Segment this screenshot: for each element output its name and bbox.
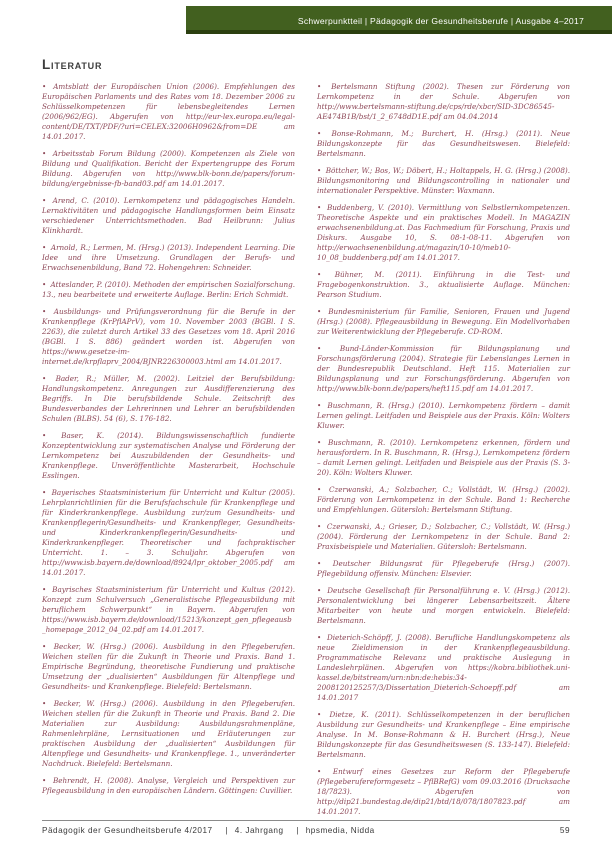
- reference-entry: [42, 307, 295, 367]
- reference-entry: [42, 642, 295, 692]
- bullet-icon: •: [42, 642, 47, 651]
- reference-entry: [317, 344, 570, 394]
- bullet-icon: •: [317, 401, 322, 410]
- bullet-icon: •: [317, 559, 322, 568]
- footer-separator: |: [225, 826, 229, 835]
- bullet-icon: •: [317, 307, 322, 316]
- bullet-icon: •: [42, 431, 47, 440]
- reference-text: Bundesministerium für Familie, Senioren, Frauen und Jugend (Hrsg.) (2008). Pflegeausbildung in Bewegung. Ein Modellvorhaben zur Weiterentwicklung der Pflegeberufe. CD-ROM.: [317, 307, 570, 336]
- reference-entry: [317, 307, 570, 337]
- bullet-icon: •: [317, 767, 322, 776]
- reference-text: Atteslander, P. (2010). Methoden der empirischen Sozialforschung. 13., neu bearbeitete und erweiterte Auflage. Berlin: Erich Schmidt.: [42, 280, 295, 299]
- reference-column-right: [317, 82, 570, 824]
- reference-entry: [317, 129, 570, 159]
- reference-text: Buddenberg, V. (2010). Vermittlung von Selbstlernkompetenzen. Theoretische Aspekte und ein praktisches Modell. In MAGAZIN erwachsenenbildung.at. Das Fachmedium für Forschung, Praxis und Diskurs. Ausgabe 10, S. 08-1-08-11. Abgerufen von http://erwachsenenbildung.at/magazin/10-10/meb10-10_08_buddenberg.pdf am 14.01.2017.: [317, 203, 570, 262]
- reference-entry: [42, 243, 295, 273]
- reference-entry: [42, 82, 295, 142]
- bullet-icon: •: [42, 243, 47, 252]
- reference-entry: [317, 438, 570, 478]
- reference-text: Dieterich-Schöpff, J. (2008). Berufliche Handlungskompetenz als neue Zieldimension in der Krankenpflegeausbildung. Programmatische Relevanz und praktische Auslegung in Landeslehrplänen. Abgerufen von https://kobra.bibliothek.uni-kassel.de/bitstream/urn:nbn:de:hebis:34-2008120125257/3/Dissertation_Dieterich-Schoepff.pdf am 14.01.2017: [317, 633, 570, 702]
- reference-text: Bonse-Rohmann, M.; Burchert, H. (Hrsg.) (2011). Neue Bildungskonzepte für das Gesundheitswesen. Bielefeld: Bertelsmann.: [317, 129, 570, 158]
- reference-text: Bund-Länder-Kommission für Bildungsplanung und Forschungsförderung (2004). Strategie für Lebenslanges Lernen in der Bundesrepublik Deutschland. Heft 115. Materialien zur Bildungsplanung und zur Forschungsförderung. Abgerufen von http://www.blk-bonn.de/papers/heft115.pdf am 14.01.2017.: [317, 344, 570, 393]
- reference-text: Czerwanski, A.; Solzbacher, C.; Vollstädt, W. (Hrsg.) (2002). Förderung von Lernkompetenz in der Schule. Band 1: Recherche und Empfehlungen. Gütersloh: Bertelsmann Stiftung.: [317, 485, 570, 514]
- bullet-icon: •: [42, 374, 47, 383]
- bullet-icon: •: [42, 149, 47, 158]
- reference-entry: [317, 522, 570, 552]
- reference-text: Arnold, R.; Lermen, M. (Hrsg.) (2013). Independent Learning. Die Idee und ihre Umsetzung. Grundlagen der Berufs- und Erwachsenenbildung, Band 72. Hohengehren: Schneider.: [42, 243, 295, 272]
- bullet-icon: •: [317, 270, 322, 279]
- reference-entry: [317, 710, 570, 760]
- reference-text: Dietze, K. (2011). Schlüsselkompetenzen in der beruflichen Ausbildung zur Gesundheits- und Krankenpflege – Eine empirische Analyse. In M. Bonse-Rohmann & H. Burchert (Hrsg.), Neue Bildungskonzepte für das Gesundheitswesen (S. 133-147). Bielefeld: Bertelsmann.: [317, 710, 570, 759]
- footer-volume: 4. Jahrgang: [234, 826, 284, 835]
- reference-text: Bader, R.; Müller, M. (2002). Leitziel der Berufsbildung: Handlungskompetenz. Anregungen zur Ausdifferenzierung des Begriffs. In Die berufsbildende Schule. Zeitschrift des Bundesverbandes der Lehrerinnen und Lehrer an berufsbildenden Schulen (BLBS). 54 (6), S. 176-182.: [42, 374, 295, 423]
- bullet-icon: •: [317, 633, 322, 642]
- reference-entry: [317, 485, 570, 515]
- bullet-icon: •: [317, 586, 322, 595]
- reference-text: Deutscher Bildungsrat für Pflegeberufe (Hrsg.) (2007). Pflegebildung offensiv. München: Elsevier.: [317, 559, 570, 578]
- bullet-icon: •: [317, 203, 322, 212]
- reference-text: Buschmann, R. (Hrsg.) (2010). Lernkompetenz fördern – damit Lernen gelingt. Leitfaden und Beispiele aus der Praxis. Köln: Wolters Kluwer.: [317, 401, 570, 430]
- reference-text: Czerwanski, A.; Grieser, D.; Solzbacher, C.; Vollstädt, W. (Hrsg.) (2004). Förderung der Lernkompetenz in der Schule. Band 2: Praxisbeispiele und Materialien. Gütersloh: Bertelsmann.: [317, 522, 570, 551]
- reference-text: Baser, K. (2014). Bildungswissenschaftlich fundierte Konzeptentwicklung zur systematischen Analyse und Förderung der Lernkompetenz bei Auszubildenden der Gesundheits- und Krankenpflege. Unveröffentlichte Masterarbeit, Hochschule Esslingen.: [42, 431, 295, 480]
- page-number: 59: [559, 826, 570, 835]
- reference-text: Böttcher, W.; Bos, W.; Döbert, H.; Holtappels, H. G. (Hrsg.) (2008). Bildungsmonitoring und Bildungscontrolling in nationaler und internationaler Perspektive. Münster: Waxmann.: [317, 166, 570, 195]
- reference-text: Arbeitsstab Forum Bildung (2000). Kompetenzen als Ziele von Bildung und Qualifikation. Bericht der Expertengruppe des Forum Bildung. Abgerufen von http://www.blk-bonn.de/papers/forum-bildung/ergebnisse-fb-band03.pdf am 14.01.2017.: [42, 149, 295, 188]
- bullet-icon: •: [317, 522, 322, 531]
- bullet-icon: •: [42, 585, 47, 594]
- reference-entry: [42, 149, 295, 189]
- reference-columns: [42, 82, 570, 824]
- reference-text: Behrendt, H. (2008). Analyse, Vergleich und Perspektiven zur Pflegeausbildung in den europäischen Ländern. Göttingen: Cuvillier.: [42, 776, 295, 795]
- reference-text: Bayerisches Staatsministerium für Unterricht und Kultur (2005). Lehrplanrichtlinien für die Berufsfachschule für Krankenpflege und für Kinderkrankenpflege. Ausbildung zur/zum Gesundheits- und Krankenpflegerin/Gesundheits- und Krankenpfleger, Gesundheits- und Kinderkrankenpflegerin/Gesundheits- und Kinderkrankenpfleger. Theoretischer und fachpraktischer Unterricht. 1. – 3. Schuljahr. Abgerufen von http://www.isb.bayern.de/download/8924/lpr_oktober_2005.pdf am 14.01.2017.: [42, 488, 295, 577]
- bullet-icon: •: [317, 485, 322, 494]
- reference-text: Arend, C. (2010). Lernkompetenz und pädagogisches Handeln. Lernaktivitäten und pädagogische Handlungsformen beim Einsatz verschiedener Unterrichtsmethoden. Bad Heilbrunn: Julius Klinkhardt.: [42, 196, 295, 235]
- footer-publisher: hpsmedia, Nidda: [305, 826, 375, 835]
- reference-text: Ausbildungs- und Prüfungsverordnung für die Berufe in der Krankenpflege (KrPflAPrV), vom 10. November 2003 (BGBl. I S. 2263), die zuletzt durch Artikel 33 des Gesetzes vom 18. April 2016 (BGBl. I S. 886) geändert worden ist. Abgerufen von https://www.gesetze-im-internet.de/krpflaprv_2004/BJNR226300003.html am 14.01.2017.: [42, 307, 295, 366]
- reference-text: Amtsblatt der Europäischen Union (2006). Empfehlungen des Europäischen Parlaments und des Rates vom 18. Dezember 2006 zu Schlüsselkompetenzen für lebensbegleitendes Lernen (2006/962/EG). Abgerufen von http://eur-lex.europa.eu/legal-content/DE/TXT/PDF/?uri=CELEX:32006H0962&from=DE am 14.01.2017.: [42, 82, 295, 141]
- reference-entry: [317, 166, 570, 196]
- bullet-icon: •: [317, 438, 322, 447]
- footer-separator: |: [296, 826, 299, 835]
- bullet-icon: •: [317, 129, 322, 138]
- reference-text: Buschmann, R. (2010). Lernkompetenz erkennen, fördern und herausfordern. In R. Buschmann, R. (Hrsg.), Lernkompetenz fördern – damit Lernen gelingt. Leitfaden und Beispiele aus der Praxis (S. 3-20). Köln: Wolters Kluwer.: [317, 438, 570, 477]
- reference-entry: [317, 633, 570, 703]
- reference-text: Bühner, M. (2011). Einführung in die Test- und Fragebogenkonstruktion. 3., aktualisierte Auflage. München: Pearson Studium.: [317, 270, 570, 299]
- reference-entry: [42, 431, 295, 481]
- bullet-icon: •: [317, 82, 322, 91]
- footer-journal-info: [42, 826, 379, 835]
- reference-text: Deutsche Gesellschaft für Personalführung e. V. (Hrsg.) (2012). Personalentwicklung bei längerer Lebensarbeitszeit. Ältere Mitarbeiter von heute und morgen entwickeln. Bielefeld: Bertelsmann.: [317, 586, 570, 625]
- reference-entry: [317, 82, 570, 122]
- bullet-icon: •: [42, 280, 47, 289]
- bullet-icon: •: [42, 488, 47, 497]
- reference-column-left: [42, 82, 295, 803]
- bullet-icon: •: [42, 776, 47, 785]
- reference-text: Becker, W. (Hrsg.) (2006). Ausbildung in den Pflegeberufen. Weichen stellen für die Zukunft in Theorie und Praxis. Band 1. Empirische Begründung, theoretische Fundierung und praktische Umsetzung der „dualisierten“ Ausbildungen für Altenpflege und Gesundheits- und Krankenpflege. Bielefeld: Bertelsmann.: [42, 642, 295, 691]
- header-accent-strip: [186, 30, 612, 34]
- reference-entry: [317, 586, 570, 626]
- reference-text: Becker, W. (Hrsg.) (2006). Ausbildung in den Pflegeberufen. Weichen stellen für die Zukunft in Theorie und Praxis. Band 2. Die Materialien zur Ausbildung: Ausbildungsrahmenpläne, Rahmenlehrpläne, Lernsituationen und Erläuterungen zur praktischen Ausbildung der „dualisierten“ Ausbildungen für Altenpflege und Gesundheits- und Krankenpflege. 1., unveränderter Nachdruck. Bielefeld: Bertelsmann.: [42, 699, 295, 768]
- section-title: Literatur: [42, 57, 103, 72]
- page-footer: [42, 826, 570, 835]
- reference-entry: [317, 559, 570, 579]
- reference-entry: [42, 488, 295, 578]
- reference-entry: [42, 374, 295, 424]
- reference-entry: [42, 699, 295, 769]
- reference-entry: [317, 270, 570, 300]
- reference-entry: [42, 776, 295, 796]
- reference-text: Entwurf eines Gesetzes zur Reform der Pflegeberufe (Pflegeberufereformgesetz – PflBRefG) vom 09.03.2016 (Drucksache 18/7823). Abgerufen von http://dip21.bundestag.de/dip21/btd/18/078/1807823.pdf am 14.01.2017.: [317, 767, 570, 816]
- bullet-icon: •: [317, 710, 322, 719]
- footer-divider: [42, 820, 570, 821]
- reference-entry: [317, 767, 570, 817]
- bullet-icon: •: [42, 307, 47, 316]
- bullet-icon: •: [317, 344, 322, 353]
- reference-entry: [42, 585, 295, 635]
- reference-entry: [317, 203, 570, 263]
- bullet-icon: •: [42, 82, 47, 91]
- bullet-icon: •: [42, 196, 47, 205]
- reference-text: Bertelsmann Stiftung (2002). Thesen zur Förderung von Lernkompetenz in der Schule. Abgerufen von http://www.bertelsmann-stiftung.de/cps/rde/xbcr/SID-3DC86545-AE474B1B/bst/1_2_6748dD1E.pdf am 04.04.2014: [317, 82, 570, 121]
- header-bar: [186, 6, 612, 30]
- header-title: Schwerpunktteil | Pädagogik der Gesundheitsberufe | Ausgabe 4–2017: [297, 16, 584, 26]
- bullet-icon: •: [42, 699, 47, 708]
- reference-text: Bayrisches Staatsministerium für Unterricht und Kultus (2012). Konzept zum Schulversuch „Generalistische Pflegeausbildung mit beruflichem Schwerpunkt“ in Bayern. Abgerufen von https://www.isb.bayern.de/download/15213/konzept_gen_pflegeausb_homepage_2012_04_02.pdf am 14.01.2017.: [42, 585, 295, 634]
- reference-entry: [42, 196, 295, 236]
- reference-entry: [317, 401, 570, 431]
- footer-journal-title: Pädagogik der Gesundheitsberufe 4/2017: [42, 826, 213, 835]
- bullet-icon: •: [317, 166, 322, 175]
- reference-entry: [42, 280, 295, 300]
